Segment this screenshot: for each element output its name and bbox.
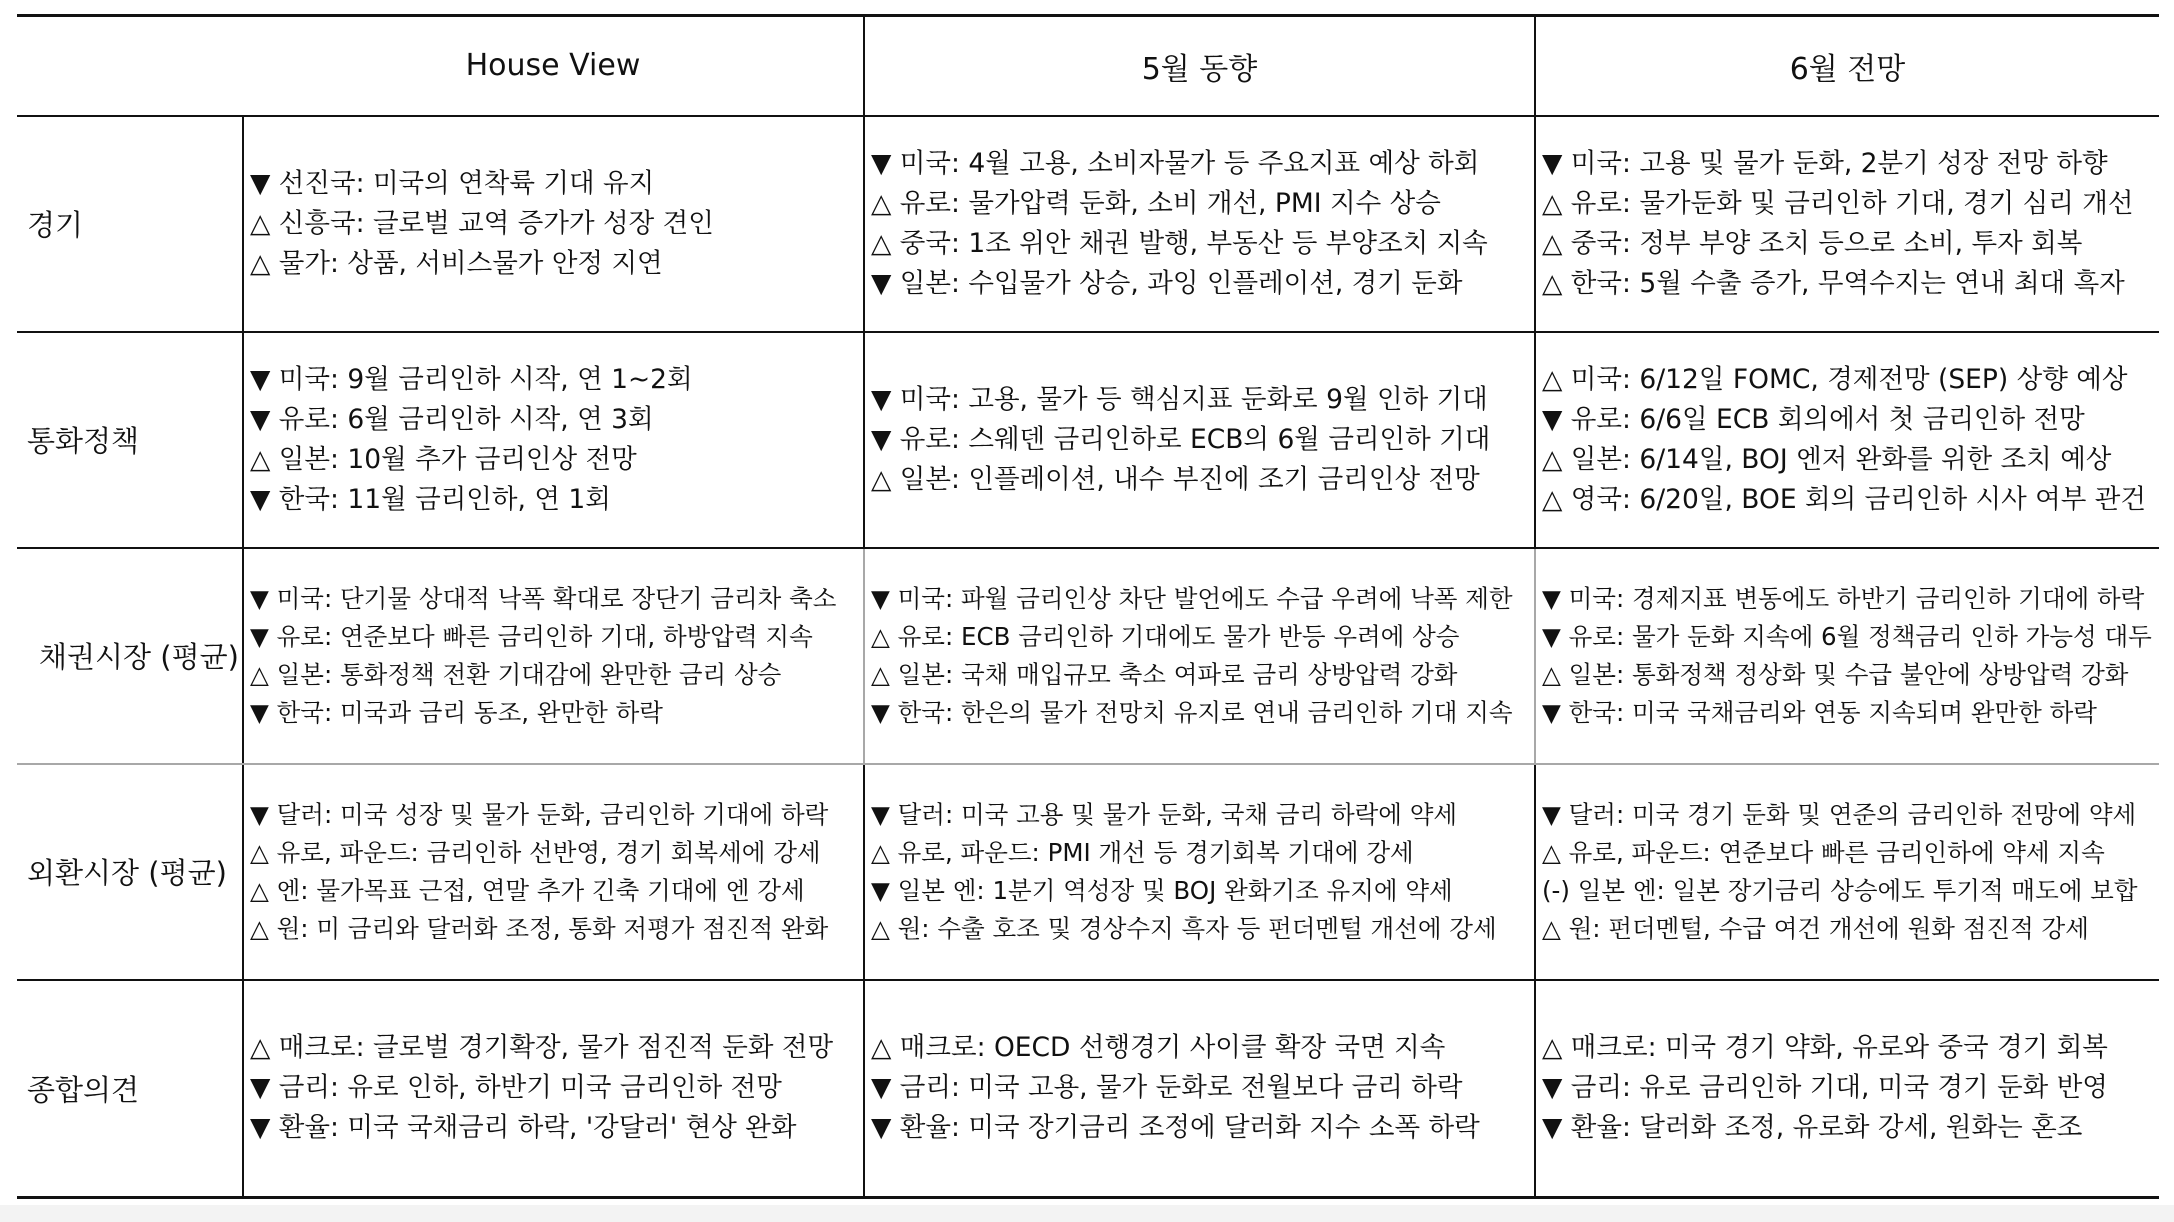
cell-line: △ 유로, 파운드: PMI 개선 등 경기회복 기대에 강세 (871, 837, 1414, 867)
cell-line: △ 한국: 5월 수출 증가, 무역수지는 연내 최대 흑자 (1542, 267, 2125, 299)
header-house-view: House View (243, 16, 864, 116)
cell-line: ▼ 미국: 단기물 상대적 낙폭 확대로 장단기 금리차 축소 (250, 583, 837, 613)
cell-line: △ 유로: 물가둔화 및 금리인하 기대, 경기 심리 개선 (1542, 187, 2134, 219)
cell-line: ▼ 미국: 4월 고용, 소비자물가 등 주요지표 예상 하회 (871, 147, 1480, 179)
cell-line: ▼ 환율: 달러화 조정, 유로화 강세, 원화는 혼조 (1542, 1112, 2083, 1144)
house-view-cell (243, 332, 864, 548)
cell-line: ▼ 환율: 미국 국채금리 하락, '강달러' 현상 완화 (250, 1112, 797, 1144)
may-trend-cell (864, 332, 1535, 548)
cell-line: ▼ 한국: 미국과 금리 동조, 완만한 하락 (250, 697, 663, 727)
cell-line: △ 일본: 6/14일, BOJ 엔저 완화를 위한 조치 예상 (1542, 443, 2112, 475)
cell-line: △ 매크로: OECD 선행경기 사이클 확장 국면 지속 (871, 1032, 1446, 1064)
cell-line: ▼ 한국: 미국 국채금리와 연동 지속되며 완만한 하락 (1542, 697, 2097, 727)
table-row-monetary-policy (17, 332, 2159, 548)
table-row-fx-market (17, 764, 2159, 980)
cell-line: ▼ 금리: 미국 고용, 물가 둔화로 전월보다 금리 하락 (871, 1072, 1463, 1104)
row-category: 경기 (17, 116, 243, 332)
cell-line: ▼ 미국: 9월 금리인하 시작, 연 1~2회 (250, 363, 693, 395)
may-trend-cell (864, 548, 1535, 764)
cell-line: △ 일본: 인플레이션, 내수 부진에 조기 금리인상 전망 (871, 463, 1480, 495)
june-outlook-cell (1535, 764, 2159, 980)
cell-line: △ 매크로: 미국 경기 약화, 유로와 중국 경기 회복 (1542, 1032, 2108, 1064)
cell-line: ▼ 유로: 6월 금리인하 시작, 연 3회 (250, 403, 654, 435)
row-category: 통화정책 (17, 332, 243, 548)
cell-line: ▼ 미국: 파월 금리인상 차단 발언에도 수급 우려에 낙폭 제한 (871, 583, 1513, 613)
cell-line: △ 원: 수출 호조 및 경상수지 흑자 등 펀더멘털 개선에 강세 (871, 913, 1497, 943)
june-outlook-cell (1535, 548, 2159, 764)
cell-line: ▼ 한국: 11월 금리인하, 연 1회 (250, 483, 611, 515)
market-outlook-table (17, 14, 2159, 1199)
header-june-outlook: 6월 전망 (1535, 16, 2159, 116)
cell-line: △ 일본: 통화정책 정상화 및 수급 불안에 상방압력 강화 (1542, 659, 2129, 689)
cell-line: △ 유로: ECB 금리인하 기대에도 물가 반등 우려에 상승 (871, 621, 1460, 651)
cell-line: (-) 일본 엔: 일본 장기금리 상승에도 투기적 매도에 보합 (1542, 875, 2138, 905)
cell-line: △ 일본: 국채 매입규모 축소 여파로 금리 상방압력 강화 (871, 659, 1458, 689)
cell-line: ▼ 유로: 연준보다 빠른 금리인하 기대, 하방압력 지속 (250, 621, 813, 651)
cell-line: △ 유로, 파운드: 금리인하 선반영, 경기 회복세에 강세 (250, 837, 821, 867)
table-row-bond-market (17, 548, 2159, 764)
cell-line: △ 신흥국: 글로벌 교역 증가가 성장 견인 (250, 207, 714, 239)
may-trend-cell (864, 116, 1535, 332)
june-outlook-cell (1535, 116, 2159, 332)
table-row-summary (17, 980, 2159, 1198)
cell-line: ▼ 환율: 미국 장기금리 조정에 달러화 지수 소폭 하락 (871, 1112, 1480, 1144)
cell-line: △ 일본: 통화정책 전환 기대감에 완만한 금리 상승 (250, 659, 782, 689)
may-trend-cell (864, 764, 1535, 980)
cell-line: △ 영국: 6/20일, BOE 회의 금리인하 시사 여부 관건 (1542, 483, 2146, 515)
header-row (17, 16, 2159, 116)
june-outlook-cell (1535, 332, 2159, 548)
cell-line: ▼ 미국: 고용, 물가 등 핵심지표 둔화로 9월 인하 기대 (871, 383, 1488, 415)
cell-line: △ 유로: 물가압력 둔화, 소비 개선, PMI 지수 상승 (871, 187, 1441, 219)
table-row-economy (17, 116, 2159, 332)
row-category: 종합의견 (17, 980, 243, 1198)
cell-line: △ 중국: 정부 부양 조치 등으로 소비, 투자 회복 (1542, 227, 2083, 259)
cell-line: ▼ 한국: 한은의 물가 전망치 유지로 연내 금리인하 기대 지속 (871, 697, 1513, 727)
header-corner (17, 16, 243, 116)
cell-line: ▼ 선진국: 미국의 연착륙 기대 유지 (250, 167, 655, 199)
cell-line: △ 중국: 1조 위안 채권 발행, 부동산 등 부양조치 지속 (871, 227, 1488, 259)
row-category: 채권시장 (평균) (17, 548, 243, 764)
page-bottom-strip (0, 1205, 2174, 1222)
house-view-cell (243, 116, 864, 332)
may-trend-cell (864, 980, 1535, 1198)
cell-line: ▼ 달러: 미국 성장 및 물가 둔화, 금리인하 기대에 하락 (250, 799, 829, 829)
cell-line: ▼ 금리: 유로 금리인하 기대, 미국 경기 둔화 반영 (1542, 1072, 2108, 1104)
cell-line: ▼ 금리: 유로 인하, 하반기 미국 금리인하 전망 (250, 1072, 782, 1104)
row-category: 외환시장 (평균) (17, 764, 243, 980)
cell-line: ▼ 유로: 스웨덴 금리인하로 ECB의 6월 금리인하 기대 (871, 423, 1491, 455)
cell-line: △ 원: 펀더멘털, 수급 여건 개선에 원화 점진적 강세 (1542, 913, 2089, 943)
cell-line: △ 원: 미 금리와 달러화 조정, 통화 저평가 점진적 완화 (250, 913, 829, 943)
cell-line: △ 유로, 파운드: 연준보다 빠른 금리인하에 약세 지속 (1542, 837, 2105, 867)
house-view-cell (243, 548, 864, 764)
cell-line: ▼ 달러: 미국 고용 및 물가 둔화, 국채 금리 하락에 약세 (871, 799, 1458, 829)
cell-line: △ 미국: 6/12일 FOMC, 경제전망 (SEP) 상향 예상 (1542, 363, 2128, 395)
cell-line: △ 엔: 물가목표 근접, 연말 추가 긴축 기대에 엔 강세 (250, 875, 805, 905)
house-view-cell (243, 764, 864, 980)
header-may-trend: 5월 동향 (864, 16, 1535, 116)
cell-line: △ 일본: 10월 추가 금리인상 전망 (250, 443, 637, 475)
cell-line: △ 물가: 상품, 서비스물가 안정 지연 (250, 247, 663, 279)
cell-line: ▼ 유로: 물가 둔화 지속에 6월 정책금리 인하 가능성 대두 (1542, 621, 2152, 651)
cell-line: ▼ 미국: 경제지표 변동에도 하반기 금리인하 기대에 하락 (1542, 583, 2145, 613)
cell-line: ▼ 일본 엔: 1분기 역성장 및 BOJ 완화기조 유지에 약세 (871, 875, 1453, 905)
cell-line: ▼ 미국: 고용 및 물가 둔화, 2분기 성장 전망 하향 (1542, 147, 2108, 179)
house-view-cell (243, 980, 864, 1198)
cell-line: ▼ 일본: 수입물가 상승, 과잉 인플레이션, 경기 둔화 (871, 267, 1463, 299)
cell-line: ▼ 달러: 미국 경기 둔화 및 연준의 금리인하 전망에 약세 (1542, 799, 2137, 829)
june-outlook-cell (1535, 980, 2159, 1198)
cell-line: ▼ 유로: 6/6일 ECB 회의에서 첫 금리인하 전망 (1542, 403, 2085, 435)
cell-line: △ 매크로: 글로벌 경기확장, 물가 점진적 둔화 전망 (250, 1032, 834, 1064)
